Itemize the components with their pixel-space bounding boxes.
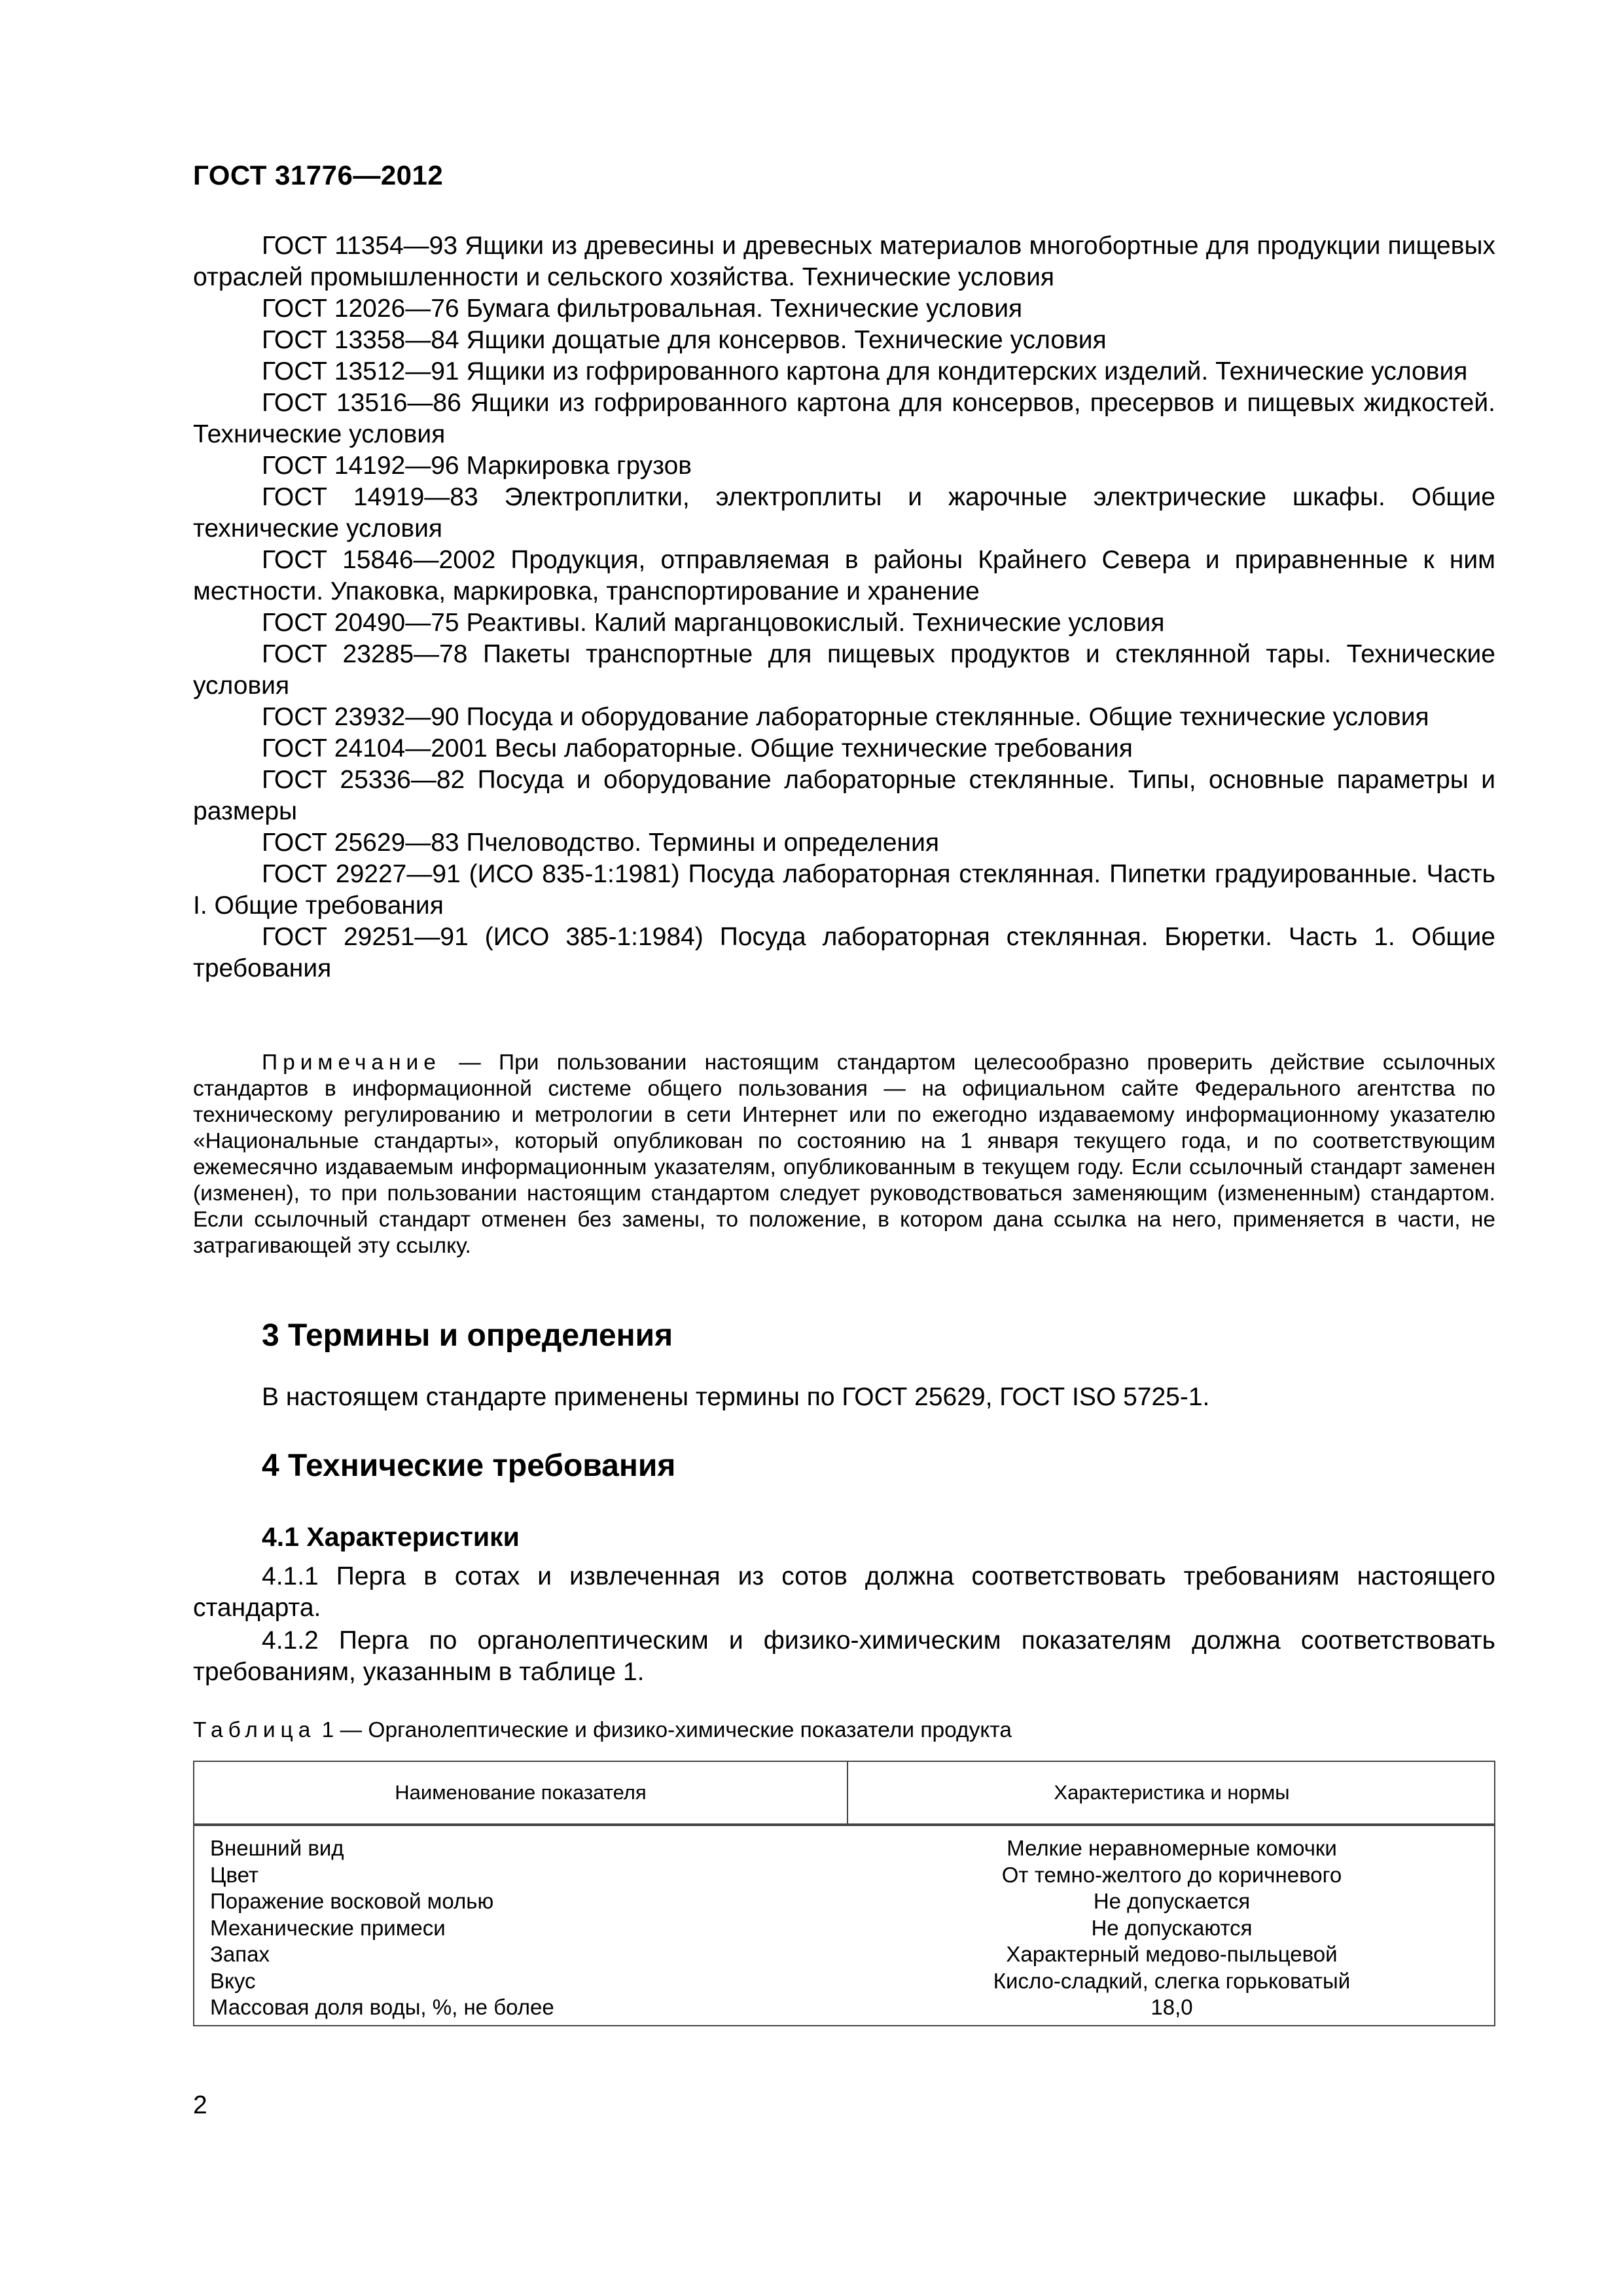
table-cell-norm: От темно-желтого до коричневого bbox=[1001, 1862, 1342, 1887]
reference-item: ГОСТ 15846—2002 Продукция, отправляемая в районы Крайнего Севера и приравненные к ним местности. Упаковка, маркировка, транспортирование и хранение bbox=[193, 546, 1495, 605]
reference-item: ГОСТ 25629—83 Пчеловодство. Термины и определения bbox=[262, 829, 939, 857]
note-label: Примечание bbox=[262, 1050, 441, 1075]
table-header-indicator: Наименование показателя bbox=[395, 1781, 647, 1804]
table-cell-indicator: Поражение восковой молью bbox=[210, 1889, 494, 1913]
table-caption-label: Таблица bbox=[193, 1718, 316, 1742]
references-note bbox=[193, 1050, 1495, 1259]
reference-item: ГОСТ 23932—90 Посуда и оборудование лабораторные стеклянные. Общие технические условия bbox=[262, 703, 1429, 731]
table-caption bbox=[193, 1718, 1012, 1743]
page-number: 2 bbox=[193, 2091, 207, 2119]
reference-item: ГОСТ 14919—83 Электроплитки, электроплиты и жарочные электрические шкафы. Общие технические условия bbox=[193, 483, 1495, 543]
table-cell-norm: Кисло-сладкий, слегка горьковатый bbox=[993, 1968, 1351, 1993]
reference-item: ГОСТ 29251—91 (ИСО 385-1:1984) Посуда лабораторная стеклянная. Бюретки. Часть 1. Общие требования bbox=[193, 923, 1495, 982]
table-indicator-column bbox=[210, 1835, 838, 2021]
note-text: — При пользовании настоящим стандартом целесообразно проверить действие ссылочных стандартов в информационной системе общего пользования — на официальном сайте Федерального агентства по техническому регулированию и метрологии в сети Интернет или по ежегодно издаваемому информационному указателю «Национальные стандарты», который опубликован по состоянию на 1 января текущего года, и по соответствующим ежемесячно издаваемым информационным указателям, опубликованным в текущем году. Если ссылочный стандарт заменен (изменен), то при пользовании настоящим стандартом следует руководствоваться заменяющим (измененным) стандартом. Если ссылочный стандарт отменен без замены, то положение, в котором дана ссылка на него, применяется в части, не затрагивающей эту ссылку. bbox=[193, 1050, 1495, 1258]
table-header-norms: Характеристика и нормы bbox=[1054, 1781, 1290, 1804]
table-cell-norm: Мелкие неравномерные комочки bbox=[1007, 1836, 1337, 1860]
table-1 bbox=[193, 1761, 1495, 2026]
table-cell-norm: Характерный медово-пыльцевой bbox=[1006, 1942, 1338, 1966]
table-header-rule bbox=[194, 1823, 1494, 1826]
reference-item: ГОСТ 13358—84 Ящики дощатые для консервов. Технические условия bbox=[262, 326, 1107, 354]
table-cell-norm: 18,0 bbox=[1150, 1995, 1193, 2019]
reference-item: ГОСТ 29227—91 (ИСО 835-1:1981) Посуда лабораторная стеклянная. Пипетки градуированные. Часть I. Общие требования bbox=[193, 860, 1495, 920]
document-id-header: ГОСТ 31776—2012 bbox=[193, 160, 444, 190]
table-cell-indicator: Массовая доля воды, %, не более bbox=[210, 1995, 554, 2019]
reference-item: ГОСТ 23285—78 Пакеты транспортные для пищевых продуктов и стеклянной тары. Технические условия bbox=[193, 640, 1495, 700]
table-norms-column bbox=[848, 1835, 1495, 2021]
table-cell-indicator: Цвет bbox=[210, 1862, 259, 1887]
reference-item: ГОСТ 12026—76 Бумага фильтровальная. Технические условия bbox=[262, 295, 1023, 323]
section-3-title: 3 Термины и определения bbox=[262, 1318, 673, 1353]
reference-item: ГОСТ 25336—82 Посуда и оборудование лабораторные стеклянные. Типы, основные параметры и размеры bbox=[193, 766, 1495, 825]
reference-item: ГОСТ 20490—75 Реактивы. Калий марганцовокислый. Технические условия bbox=[262, 609, 1165, 637]
section-3-text: В настоящем стандарте применены термины по ГОСТ 25629, ГОСТ ISO 5725-1. bbox=[262, 1383, 1210, 1411]
section-4-title: 4 Технические требования bbox=[262, 1448, 676, 1483]
table-cell-indicator: Вкус bbox=[210, 1968, 256, 1993]
reference-item: ГОСТ 13512—91 Ящики из гофрированного картона для кондитерских изделий. Технические условия bbox=[262, 357, 1468, 386]
table-cell-indicator: Запах bbox=[210, 1942, 270, 1966]
reference-item: ГОСТ 11354—93 Ящики из древесины и древесных материалов многобортные для продукции пищевых отраслей промышленности и сельского хозяйства. Технические условия bbox=[193, 232, 1495, 291]
reference-item: ГОСТ 14192—96 Маркировка грузов bbox=[262, 452, 692, 480]
reference-item: ГОСТ 24104—2001 Весы лабораторные. Общие технические требования bbox=[262, 734, 1133, 762]
subsection-4-1-title: 4.1 Характеристики bbox=[262, 1522, 520, 1552]
table-caption-text: 1 — Органолептические и физико-химические показатели продукта bbox=[315, 1718, 1012, 1742]
clause-4-1-1: 4.1.1 Перга в сотах и извлеченная из сотов должна соответствовать требованиям настоящего стандарта. bbox=[193, 1562, 1495, 1622]
normative-references-list bbox=[193, 230, 1495, 984]
table-cell-indicator: Механические примеси bbox=[210, 1915, 446, 1940]
table-cell-norm: Не допускаются bbox=[1091, 1915, 1253, 1940]
clause-4-1-2: 4.1.2 Перга по органолептическим и физико-химическим показателям должна соответствовать требованиям, указанным в таблице 1. bbox=[193, 1626, 1495, 1686]
table-cell-norm: Не допускается bbox=[1093, 1889, 1251, 1913]
table-cell-indicator: Внешний вид bbox=[210, 1836, 344, 1860]
reference-item: ГОСТ 13516—86 Ящики из гофрированного картона для консервов, пресервов и пищевых жидкостей. Технические условия bbox=[193, 389, 1495, 448]
